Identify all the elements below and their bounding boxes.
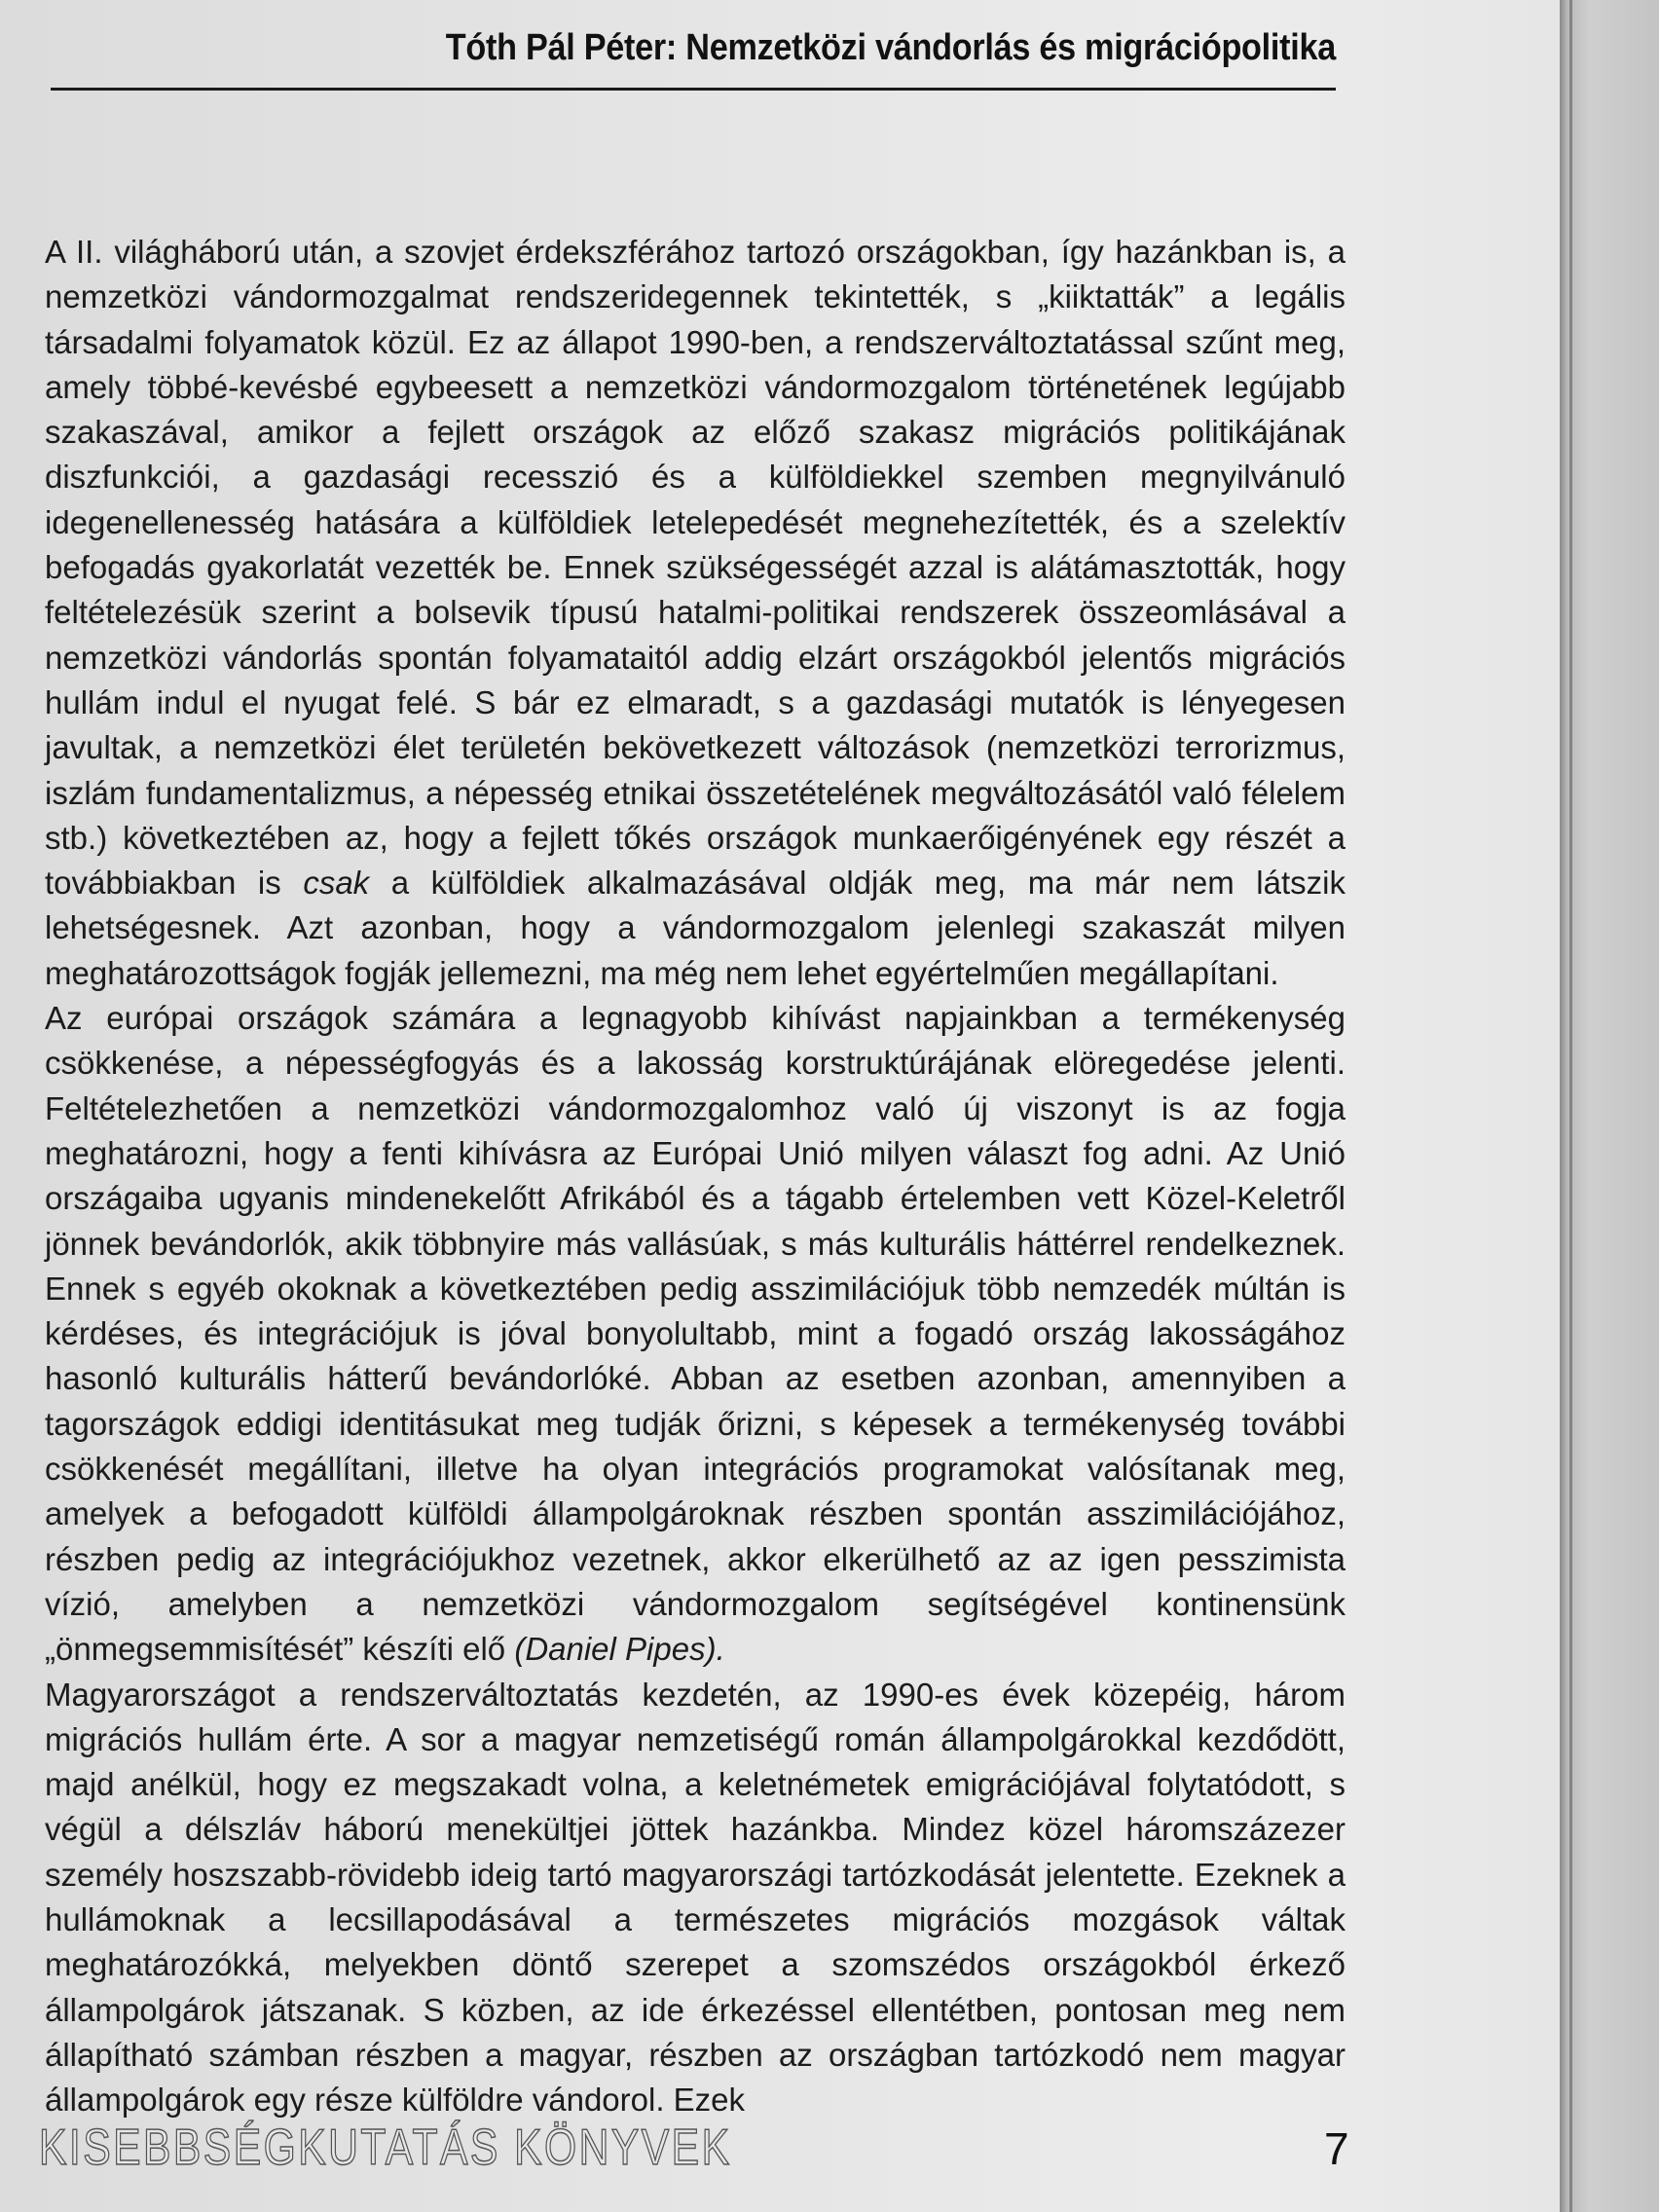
page-number: 7 xyxy=(1324,2123,1349,2174)
paragraph-1-emphasis: csak xyxy=(303,865,370,902)
paragraph-1-tail: a külföldiek alkalmazásával oldják meg, ma már nem látszik lehetségesnek. Azt azonban, hogy a vándormozgalom jelenlegi szakaszát milyen meghatározottságok fogják jellemezni, ma még nem lehet egyértelműen megállapítani. xyxy=(45,865,1346,991)
paragraph-3-text: Magyarországot a rendszerváltoztatás kezdetén, az 1990-es évek közepéig, három migrációs hullám érte. A sor a magyar nemzetiségű román állampolgárokkal kezdődött, majd anélkül, hogy ez megszakadt volna, a keletnémetek emigrációjával folytatódott, s végül a délszláv háború menekültjei jöttek hazánkba. Mindez közel háromszázezer személy hoszszabb-rövidebb ideig tartó magyarországi tartózkodását jelentette. Ezeknek a hullámoknak a lecsillapodásával a természetes migrációs mozgások váltak meghatározókká, melyekben döntő szerepet a szomszédos országokból érkező állampolgárok játszanak. S közben, az ide érkezéssel ellentétben, pontosan meg nem állapítható számban részben a magyar, részben az országban tartózkodó nem magyar állampolgárok egy része külföldre vándorol. Ezek xyxy=(45,1676,1346,2119)
page-edge-shadow xyxy=(1569,0,1572,2212)
paragraph-2-citation: (Daniel Pipes). xyxy=(514,1631,725,1668)
page-edge xyxy=(1560,0,1659,2212)
paragraph-3 xyxy=(45,1673,1346,2123)
body-text xyxy=(45,230,1346,2122)
running-header: Tóth Pál Péter: Nemzetközi vándorlás és migrációpolitika xyxy=(445,27,1337,68)
paragraph-1-text: A II. világháború után, a szovjet érdekszférához tartozó országokban, így hazánkban is, a nemzetközi vándormozgalmat rendszeridegennek tekintették, s „kiiktatták” a legális társadalmi folyamatok közül. Ez az állapot 1990-ben, a rendszerváltoztatással szűnt meg, amely többé-kevésbé egybeesett a nemzetközi vándormozgalom történetének legújabb szakaszával, amikor a fejlett országok az előző szakasz migrációs politikájának diszfunkciói, a gazdasági recesszió és a külföldiekkel szemben megnyilvánuló idegenellenesség hatására a külföldiek letelepedését megnehezítették, és a szelektív befogadás gyakorlatát vezették be. Ennek szükségességét azzal is alátámasztották, hogy feltételezésük szerint a bolsevik típusú hatalmi-politikai rendszerek összeomlásával a nemzetközi vándorlás spontán folyamataitól addig elzárt országokból jelentős migrációs hullám indul el nyugat felé. S bár ez elmaradt, s a gazdasági mutatók is lényegesen javultak, a nemzetközi élet területén bekövetkezett változások (nemzetközi terrorizmus, iszlám fundamentalizmus, a népesség etnikai összetételének megváltozásától való félelem stb.) következtében az, hogy a fejlett tőkés országok munkaerőigényének egy részét a továbbiakban is xyxy=(45,234,1346,902)
header-rule xyxy=(51,88,1336,91)
paragraph-1 xyxy=(45,230,1346,996)
footer-series-title: KISEBBSÉGKUTATÁS KÖNYVEK xyxy=(39,2120,732,2176)
paragraph-2 xyxy=(45,996,1346,1672)
paragraph-2-text: Az európai országok számára a legnagyobb kihívást napjainkban a termékenység csökkenése, a népességfogyás és a lakosság korstruktúrájának elöregedése jelenti. Feltételezhetően a nemzetközi vándormozgalomhoz való új viszonyt is az fogja meghatározni, hogy a fenti kihívásra az Európai Unió milyen választ fog adni. Az Unió országaiba ugyanis mindenekelőtt Afrikából és a tágabb értelemben vett Közel-Keletről jönnek bevándorlók, akik többnyire más vallásúak, s más kulturális háttérrel rendelkeznek. Ennek s egyéb okoknak a következtében pedig asszimilációjuk több nemzedék múltán is kérdéses, és integrációjuk is jóval bonyolultabb, mint a fogadó ország lakosságához hasonló kulturális hátterű bevándorlóké. Abban az esetben azonban, amennyiben a tagországok eddigi identitásukat meg tudják őrizni, s képesek a termékenység további csökkenését megállítani, illetve ha olyan integrációs programokat valósítanak meg, amelyek a befogadott külföldi állampolgároknak részben spontán asszimilációjához, részben pedig az integrációjukhoz vezetnek, akkor elkerülhető az az igen pesszimista vízió, amelyben a nemzetközi vándormozgalom segítségével kontinensünk „önmegsemmisítését” készíti elő xyxy=(45,1000,1346,1668)
